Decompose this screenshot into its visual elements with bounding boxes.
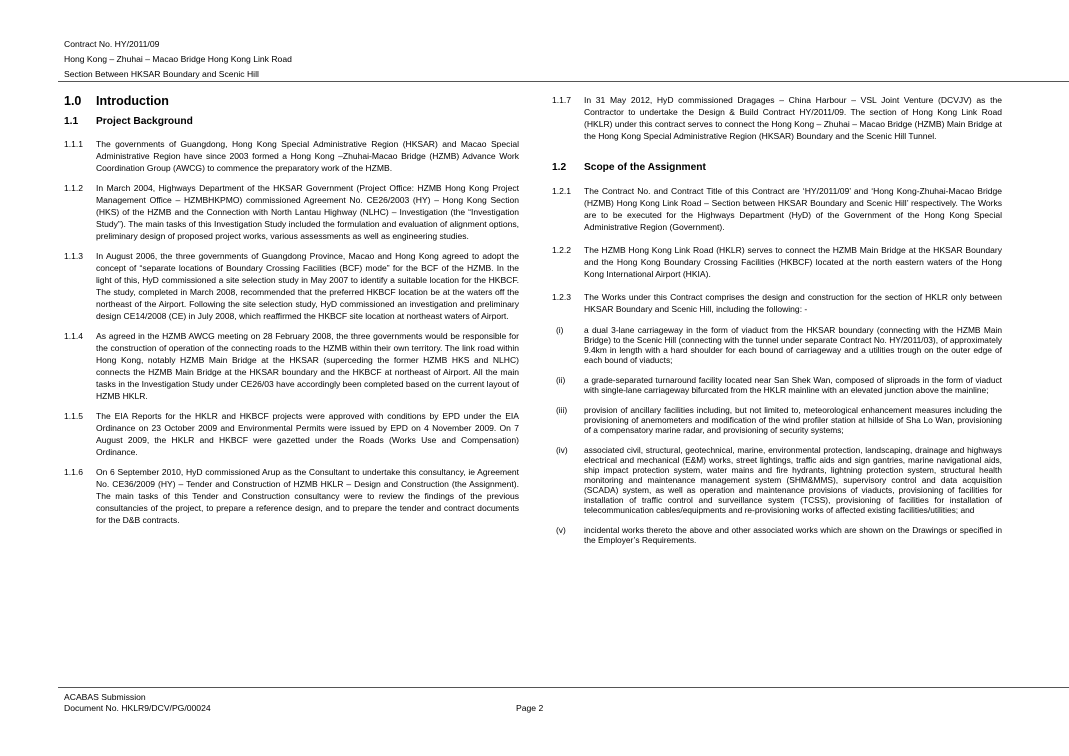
paragraph-text: In March 2004, Highways Department of the HKSAR Government (Project Office: HZMB Hong Kong Project Management Office – HZMBHKPMO) commissioned Agreement No. CE26/2003 (HY) – Hong Kong Section (HKS) of the HZMB and the Connection with North Lantau Highway (NLHC) – Investigation (the “Investigation Study”). The main tasks of this Investigation Study included the formulation and evaluation of alignment options, preliminary design of proposed project works, various assessments as well as engineering studies. — [96, 183, 519, 241]
list-item-text: incidental works thereto the above and other associated works which are shown on the Drawings or specified in the Employer’s Requirements. — [584, 525, 1002, 545]
subsection-number: 1.2 — [552, 162, 567, 173]
subsection-title: Scope of the Assignment — [584, 162, 706, 173]
page-header — [64, 37, 1069, 82]
paragraph-number: 1.1.6 — [64, 467, 84, 477]
paragraph-text: As agreed in the HZMB AWCG meeting on 28 February 2008, the three governments would be responsible for the construction of operation of the connecting roads to the HZMB within their own territory. The link road within Hong Kong, notably HZMB Main Bridge at the HKSAR (superceding the former HZMB HKS and NLHC) connects the HZMB Main Bridge at the HKSAR boundary and the HKBCF at northeast of Airport. All the main tasks in the Investigation Study under CE26/03 have accordingly been completed based on the current layout of HZMB HKLR. — [96, 331, 519, 401]
list-item-iii — [556, 405, 1002, 435]
paragraph-1-1-7 — [552, 94, 1002, 142]
list-item-number: (v) — [556, 525, 566, 535]
list-item-text: provision of ancillary facilities including, but not limited to, meteorological enhancement measures including the provisioning of anemometers and modification of the wind profiler station at hillside of Sha Lo Wan, provisioning of a compensatory marine radar, and provisioning of security systems; — [584, 405, 1002, 435]
paragraph-number: 1.1.4 — [64, 331, 84, 341]
header-contract-no: Contract No. HY/2011/09 — [64, 39, 160, 49]
subsection-heading-1-2 — [552, 162, 1002, 173]
subsection-number: 1.1 — [64, 116, 79, 127]
list-item-number: (iv) — [556, 445, 568, 455]
paragraph-text: The EIA Reports for the HKLR and HKBCF projects were approved with conditions by EPD under the EIA Ordinance on 23 October 2009 and Environmental Permits were issued by EPD on 4 November 2009. On 7 August 2009, the HKLR and HKBCF were gazetted under the Roads (Works Use and Compensation) Ordinance. — [96, 411, 519, 457]
subsection-title: Project Background — [96, 116, 193, 127]
list-item-ii — [556, 375, 1002, 395]
paragraph-text: In 31 May 2012, HyD commissioned Dragages – China Harbour – VSL Joint Venture (DCVJV) as the Contractor to undertake the Design & Build Contract HY/2011/09. The section of Hong Kong Link Road (HKLR) under this contract serves to connect the Hong Kong – Zhuhai – Macao Bridge (HZMB) Main Bridge at the Hong Kong Special Administrative Region (HKSAR) Boundary and the Scenic Hill Tunnel. — [584, 95, 1002, 141]
header-section-title: Section Between HKSAR Boundary and Scenic Hill — [64, 69, 259, 79]
paragraph-text: The Contract No. and Contract Title of this Contract are ‘HY/2011/09’ and ‘Hong Kong-Zhuhai-Macao Bridge (HZMB) Hong Kong Link Road – Section between HKSAR Boundary and Scenic Hill’ respectively. The Works are to be executed for the Highways Department (HyD) of the Government of the Hong Kong Special Administrative Region (Government). — [584, 186, 1002, 232]
paragraph-text: The governments of Guangdong, Hong Kong Special Administrative Region (HKSAR) and Macao Special Administrative Region have since 2003 formed a Hong Kong –Zhuhai-Macao Bridge (HZMB) Advance Work Coordination Group (AWCG) to commence the preparatory work of the HZMB. — [96, 139, 519, 173]
paragraph-1-1-3 — [64, 250, 519, 322]
paragraph-number: 1.1.7 — [552, 95, 572, 105]
paragraph-number: 1.2.1 — [552, 186, 572, 196]
paragraph-number: 1.1.1 — [64, 139, 84, 149]
paragraph-number: 1.1.2 — [64, 183, 84, 193]
list-item-number: (iii) — [556, 405, 568, 415]
list-item-i — [556, 325, 1002, 365]
left-column — [64, 94, 519, 526]
section-title: Introduction — [96, 94, 169, 108]
footer-rule — [58, 687, 1069, 688]
paragraph-number: 1.1.3 — [64, 251, 84, 261]
paragraph-number: 1.1.5 — [64, 411, 84, 421]
list-item-text: a dual 3-lane carriageway in the form of viaduct from the HKSAR boundary (connecting with the HZMB Main Bridge) to the Scenic Hill (connecting with the tunnel under separate Contract No. HY/2011/03), of approximately 9.4km in length with a hard shoulder for each bound of carriageway and a utilities trough on the outer edge of each bound of viaducts; — [584, 325, 1002, 365]
paragraph-number: 1.2.3 — [552, 292, 572, 302]
section-number: 1.0 — [64, 94, 82, 108]
paragraph-1-1-6 — [64, 466, 519, 526]
list-item-v — [556, 525, 1002, 545]
header-project-title: Hong Kong – Zhuhai – Macao Bridge Hong Kong Link Road — [64, 54, 292, 64]
footer-document-no: Document No. HKLR9/DCV/PG/00024 — [64, 703, 211, 713]
paragraph-1-1-2 — [64, 182, 519, 242]
paragraph-text: The Works under this Contract comprises the design and construction for the section of HKLR only between HKSAR Boundary and Scenic Hill, including the following: - — [584, 292, 1002, 314]
subsection-heading-1-1 — [64, 116, 519, 127]
paragraph-1-2-3 — [552, 291, 1002, 315]
paragraph-number: 1.2.2 — [552, 245, 572, 255]
header-rule — [58, 81, 1069, 82]
paragraph-text: On 6 September 2010, HyD commissioned Arup as the Consultant to undertake this consultancy, ie Agreement No. CE36/2009 (HY) – Tender and Construction of HZMB HKLR – Design and Construction (the Assignment). The main tasks of this Tender and Construction consultancy were to review the findings of the previous consultancies of the project, to prepare a reference design, and to prepare the tender and contract documents for the D&B contracts. — [96, 467, 519, 525]
paragraph-text: The HZMB Hong Kong Link Road (HKLR) serves to connect the HZMB Main Bridge at the HKSAR Boundary and the Hong Kong Boundary Crossing Facilities (HKBCF) located at the north eastern waters of the Hong Kong International Airport (HKIA). — [584, 245, 1002, 279]
footer-submission: ACABAS Submission — [64, 692, 146, 702]
section-heading — [64, 94, 519, 108]
paragraph-1-2-2 — [552, 244, 1002, 280]
page-number: Page 2 — [516, 703, 544, 713]
paragraph-1-1-5 — [64, 410, 519, 458]
paragraph-1-2-1 — [552, 185, 1002, 233]
right-column — [552, 94, 1002, 545]
list-item-number: (ii) — [556, 375, 566, 385]
list-item-text: a grade-separated turnaround facility located near San Shek Wan, composed of sliproads in the form of viaduct with single-lane carriageway bifurcated from the HKLR mainline with an elevated junction above the mainline; — [584, 375, 1002, 395]
paragraph-1-1-4 — [64, 330, 519, 402]
list-item-text: associated civil, structural, geotechnical, marine, environmental protection, landscaping, drainage and highways electrical and mechanical (E&M) works, street lightings, traffic aids and sign gantries, marine navigational aids, ship impact protection system, water mains and fire hydrants, lightning protection system, structural health monitoring and maintenance management system (SHM&MMS), supervisory control and data acquisition (SCADA) system, as well as operation and maintenance provisions of viaducts, provisioning of facilities for installation of traffic control and surveillance system (TCSS), provisioning of facilities for installation of telecommunication cables/equipments and re-provisioning works of affected existing facilities/utilities; and — [584, 445, 1002, 515]
list-item-number: (i) — [556, 325, 564, 335]
paragraph-text: In August 2006, the three governments of Guangdong Province, Macao and Hong Kong agreed to adopt the concept of “separate locations of Boundary Crossing Facilities (BCF) mode” for the BCF of the HZMB. In the light of this, HyD commissioned a site selection study in May 2007 to identify a suitable location for the HKBCF. The study, completed in March 2008, recommended that the preferred HKBCF location be at the waters off the northeast of the Airport. Following the site selection study, HyD commissioned an investigation and preliminary design CE14/2008 (CE) in July 2008, which reaffirmed the HKBCF site location at northeast waters of Airport. — [96, 251, 519, 321]
paragraph-1-1-1 — [64, 138, 519, 174]
list-item-iv — [556, 445, 1002, 515]
